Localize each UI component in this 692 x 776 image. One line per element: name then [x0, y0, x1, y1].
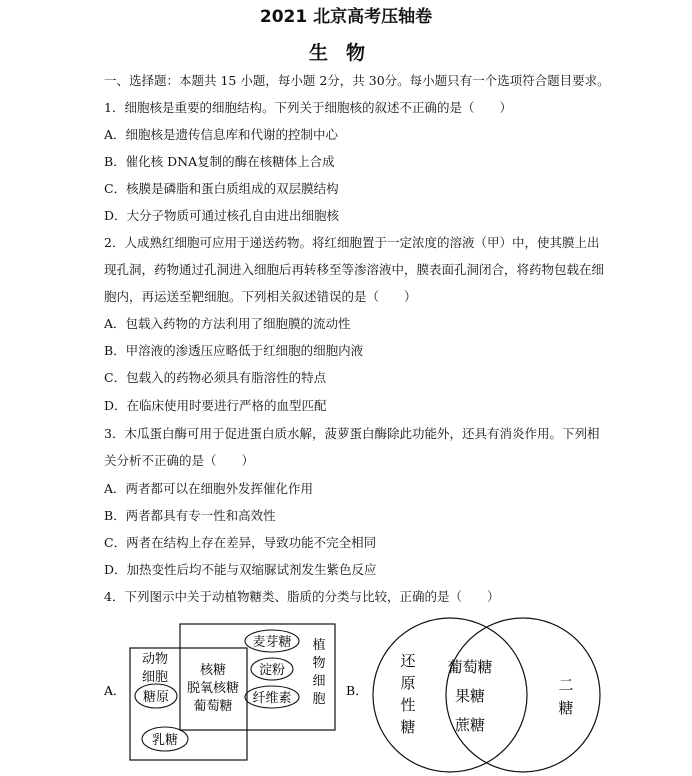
glycogen-text: 糖原	[142, 690, 170, 705]
reducing-sugar-label-1: 还	[400, 652, 416, 670]
plant-cell-label-1: 植	[312, 638, 326, 653]
q1-option-a: A．细胞核是遗传信息库和代谢的控制中心	[104, 127, 339, 142]
plant-cell-label-2: 物	[312, 656, 326, 671]
starch-text: 淀粉	[258, 663, 286, 678]
exam-title: 2021 北京高考压轴卷	[259, 7, 433, 27]
shared-sugar-3: 葡萄糖	[193, 699, 233, 714]
overlap-sugar-2: 果糖	[454, 687, 486, 705]
q1-option-c: C．核膜是磷脂和蛋白质组成的双层膜结构	[104, 181, 339, 196]
shared-sugar-1: 核糖	[199, 663, 227, 678]
q2-stem-line-2: 现孔洞，药物通过孔洞进入细胞后再转移至等渗溶液中，膜表面孔洞闭合，将药物包载在细	[104, 262, 605, 277]
overlap-sugar-1: 葡萄糖	[447, 658, 493, 676]
q3-option-c: C．两者在结构上存在差异，导致功能不完全相同	[104, 535, 377, 550]
reducing-sugar-label-2: 原	[400, 674, 416, 692]
animal-cell-label-1: 动物	[141, 652, 169, 667]
plant-cell-label-3: 细	[312, 674, 326, 689]
q2-stem-line-1: 2．人成熟红细胞可应用于递送药物。将红细胞置于一定浓度的溶液（甲）中，使其膜上出	[104, 235, 600, 250]
q1-stem: 1．细胞核是重要的细胞结构。下列关于细胞核的叙述不正确的是（ ）	[104, 100, 512, 115]
q2-option-a: A．包载入药物的方法利用了细胞膜的流动性	[104, 316, 351, 331]
animal-cell-label-2: 细胞	[141, 670, 169, 685]
q3-stem-line-2: 关分析不正确的是（ ）	[104, 453, 255, 468]
subject-title: 生物	[308, 42, 383, 64]
reducing-sugar-circle	[373, 618, 527, 772]
reducing-sugar-label-3: 性	[400, 696, 416, 714]
q3-option-b: B．两者都具有专一性和高效性	[104, 508, 276, 523]
q4-diagrams	[0, 600, 692, 776]
disaccharide-label-2: 糖	[558, 699, 574, 717]
q2-stem-line-3: 胞内，再运送至靶细胞。下列相关叙述错误的是（ ）	[104, 289, 417, 304]
q3-option-a: A．两者都可以在细胞外发挥催化作用	[104, 481, 314, 496]
overlap-sugar-3: 蔗糖	[454, 716, 486, 734]
q1-option-d: D．大分子物质可通过核孔自由进出细胞核	[104, 208, 340, 223]
disaccharide-label-1: 二	[558, 676, 574, 694]
q4-stem: 4．下列图示中关于动植物糖类、脂质的分类与比较，正确的是（ ）	[104, 589, 500, 604]
maltose-text: 麦芽糖	[252, 635, 292, 650]
shared-sugar-2: 脱氧核糖	[186, 681, 240, 696]
lactose-text: 乳糖	[151, 733, 179, 748]
q3-stem-line-1: 3．木瓜蛋白酶可用于促进蛋白质水解，菠萝蛋白酶除此功能外，还具有消炎作用。下列相	[104, 426, 600, 441]
plant-cell-label-4: 胞	[312, 692, 326, 707]
reducing-sugar-label-4: 糖	[400, 718, 416, 736]
cellulose-text: 纤维素	[252, 691, 292, 706]
diagram-a-label: A．	[104, 683, 126, 698]
q3-option-d: D．加热变性后均不能与双缩脲试剂发生紫色反应	[104, 562, 377, 577]
diagram-b-label: B．	[346, 683, 368, 698]
q2-option-c: C．包载入的药物必须具有脂溶性的特点	[104, 370, 327, 385]
section-heading: 一、选择题：本题共 15 小题，每小题 2分，共 30分。每小题只有一个选项符合题目要求。	[104, 73, 610, 88]
q2-option-b: B．甲溶液的渗透压应略低于红细胞的细胞内液	[104, 343, 364, 358]
q2-option-d: D．在临床使用时要进行严格的血型匹配	[104, 398, 327, 413]
q1-option-b: B．催化核 DNA复制的酶在核糖体上合成	[104, 154, 335, 169]
